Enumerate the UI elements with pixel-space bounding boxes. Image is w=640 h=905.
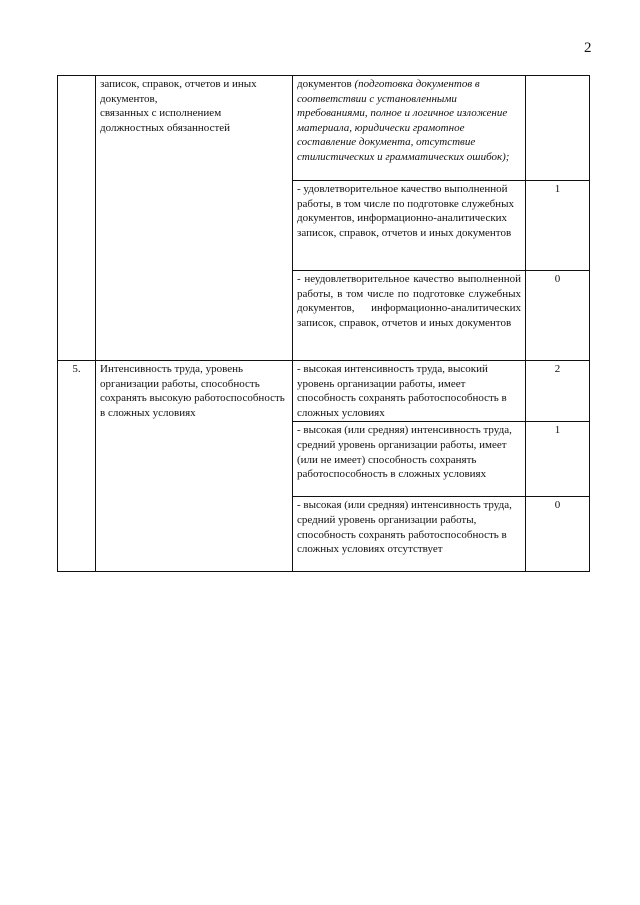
points-cell: 0 — [526, 497, 590, 572]
points-cell — [526, 76, 590, 181]
table-row — [58, 76, 590, 181]
points-cell: 1 — [526, 181, 590, 271]
option-text-italic: (подготовка документов в соответствии с установленными требованиями, полное и логичное изложение материала, юридически грамотное составление документа, отсутствие стилистических и грамматических ошибок); — [297, 78, 510, 163]
option-text: документов — [297, 78, 355, 90]
row-number-cell: 5. — [58, 361, 96, 572]
option-text: - высокая (или средняя) интенсивность труда, средний уровень организации работы, способность сохранять работоспособность в сложных условиях отсутствует — [297, 499, 512, 556]
option-text-cell — [293, 361, 526, 422]
option-text-cell — [293, 76, 526, 181]
criterion-line: записок, справок, отчетов и иных — [100, 78, 257, 90]
points-cell: 1 — [526, 422, 590, 497]
option-text-cell — [293, 181, 526, 271]
option-text: - удовлетворительное качество выполненной работы, в том числе по подготовке служебных документов, информационно-аналитических записок, справок, отчетов и иных документов — [297, 183, 514, 239]
points-cell: 2 — [526, 361, 590, 422]
table-row — [58, 361, 590, 422]
criterion-cell — [96, 76, 293, 361]
option-text: - неудовлетворительное качество выполненной работы, в том числе по подготовке служебных документов, информационно-аналитических записок, справок, отчетов и иных документов — [297, 273, 521, 329]
option-text-cell — [293, 497, 526, 572]
option-text: - высокая (или средняя) интенсивность труда, средний уровень организации работы, имеет (или не имеет) способность сохранять работоспособность в сложных условиях — [297, 424, 512, 481]
option-text: - высокая интенсивность труда, высокий уровень организации работы, имеет способность сохранять работоспособность в сложных условиях — [297, 363, 507, 419]
criteria-table — [57, 75, 590, 572]
criterion-cell: Интенсивность труда, уровень организации работы, способность сохранять высокую работоспособность в сложных условиях — [96, 361, 293, 572]
criterion-line: должностных обязанностей — [100, 121, 231, 134]
criterion-line: связанных с исполнением — [100, 107, 222, 120]
option-text-cell — [293, 422, 526, 497]
points-cell: 0 — [526, 271, 590, 361]
criterion-line: документов, — [100, 92, 158, 105]
row-number-cell — [58, 76, 96, 361]
option-text-cell — [293, 271, 526, 361]
page-number: 2 — [584, 40, 592, 56]
